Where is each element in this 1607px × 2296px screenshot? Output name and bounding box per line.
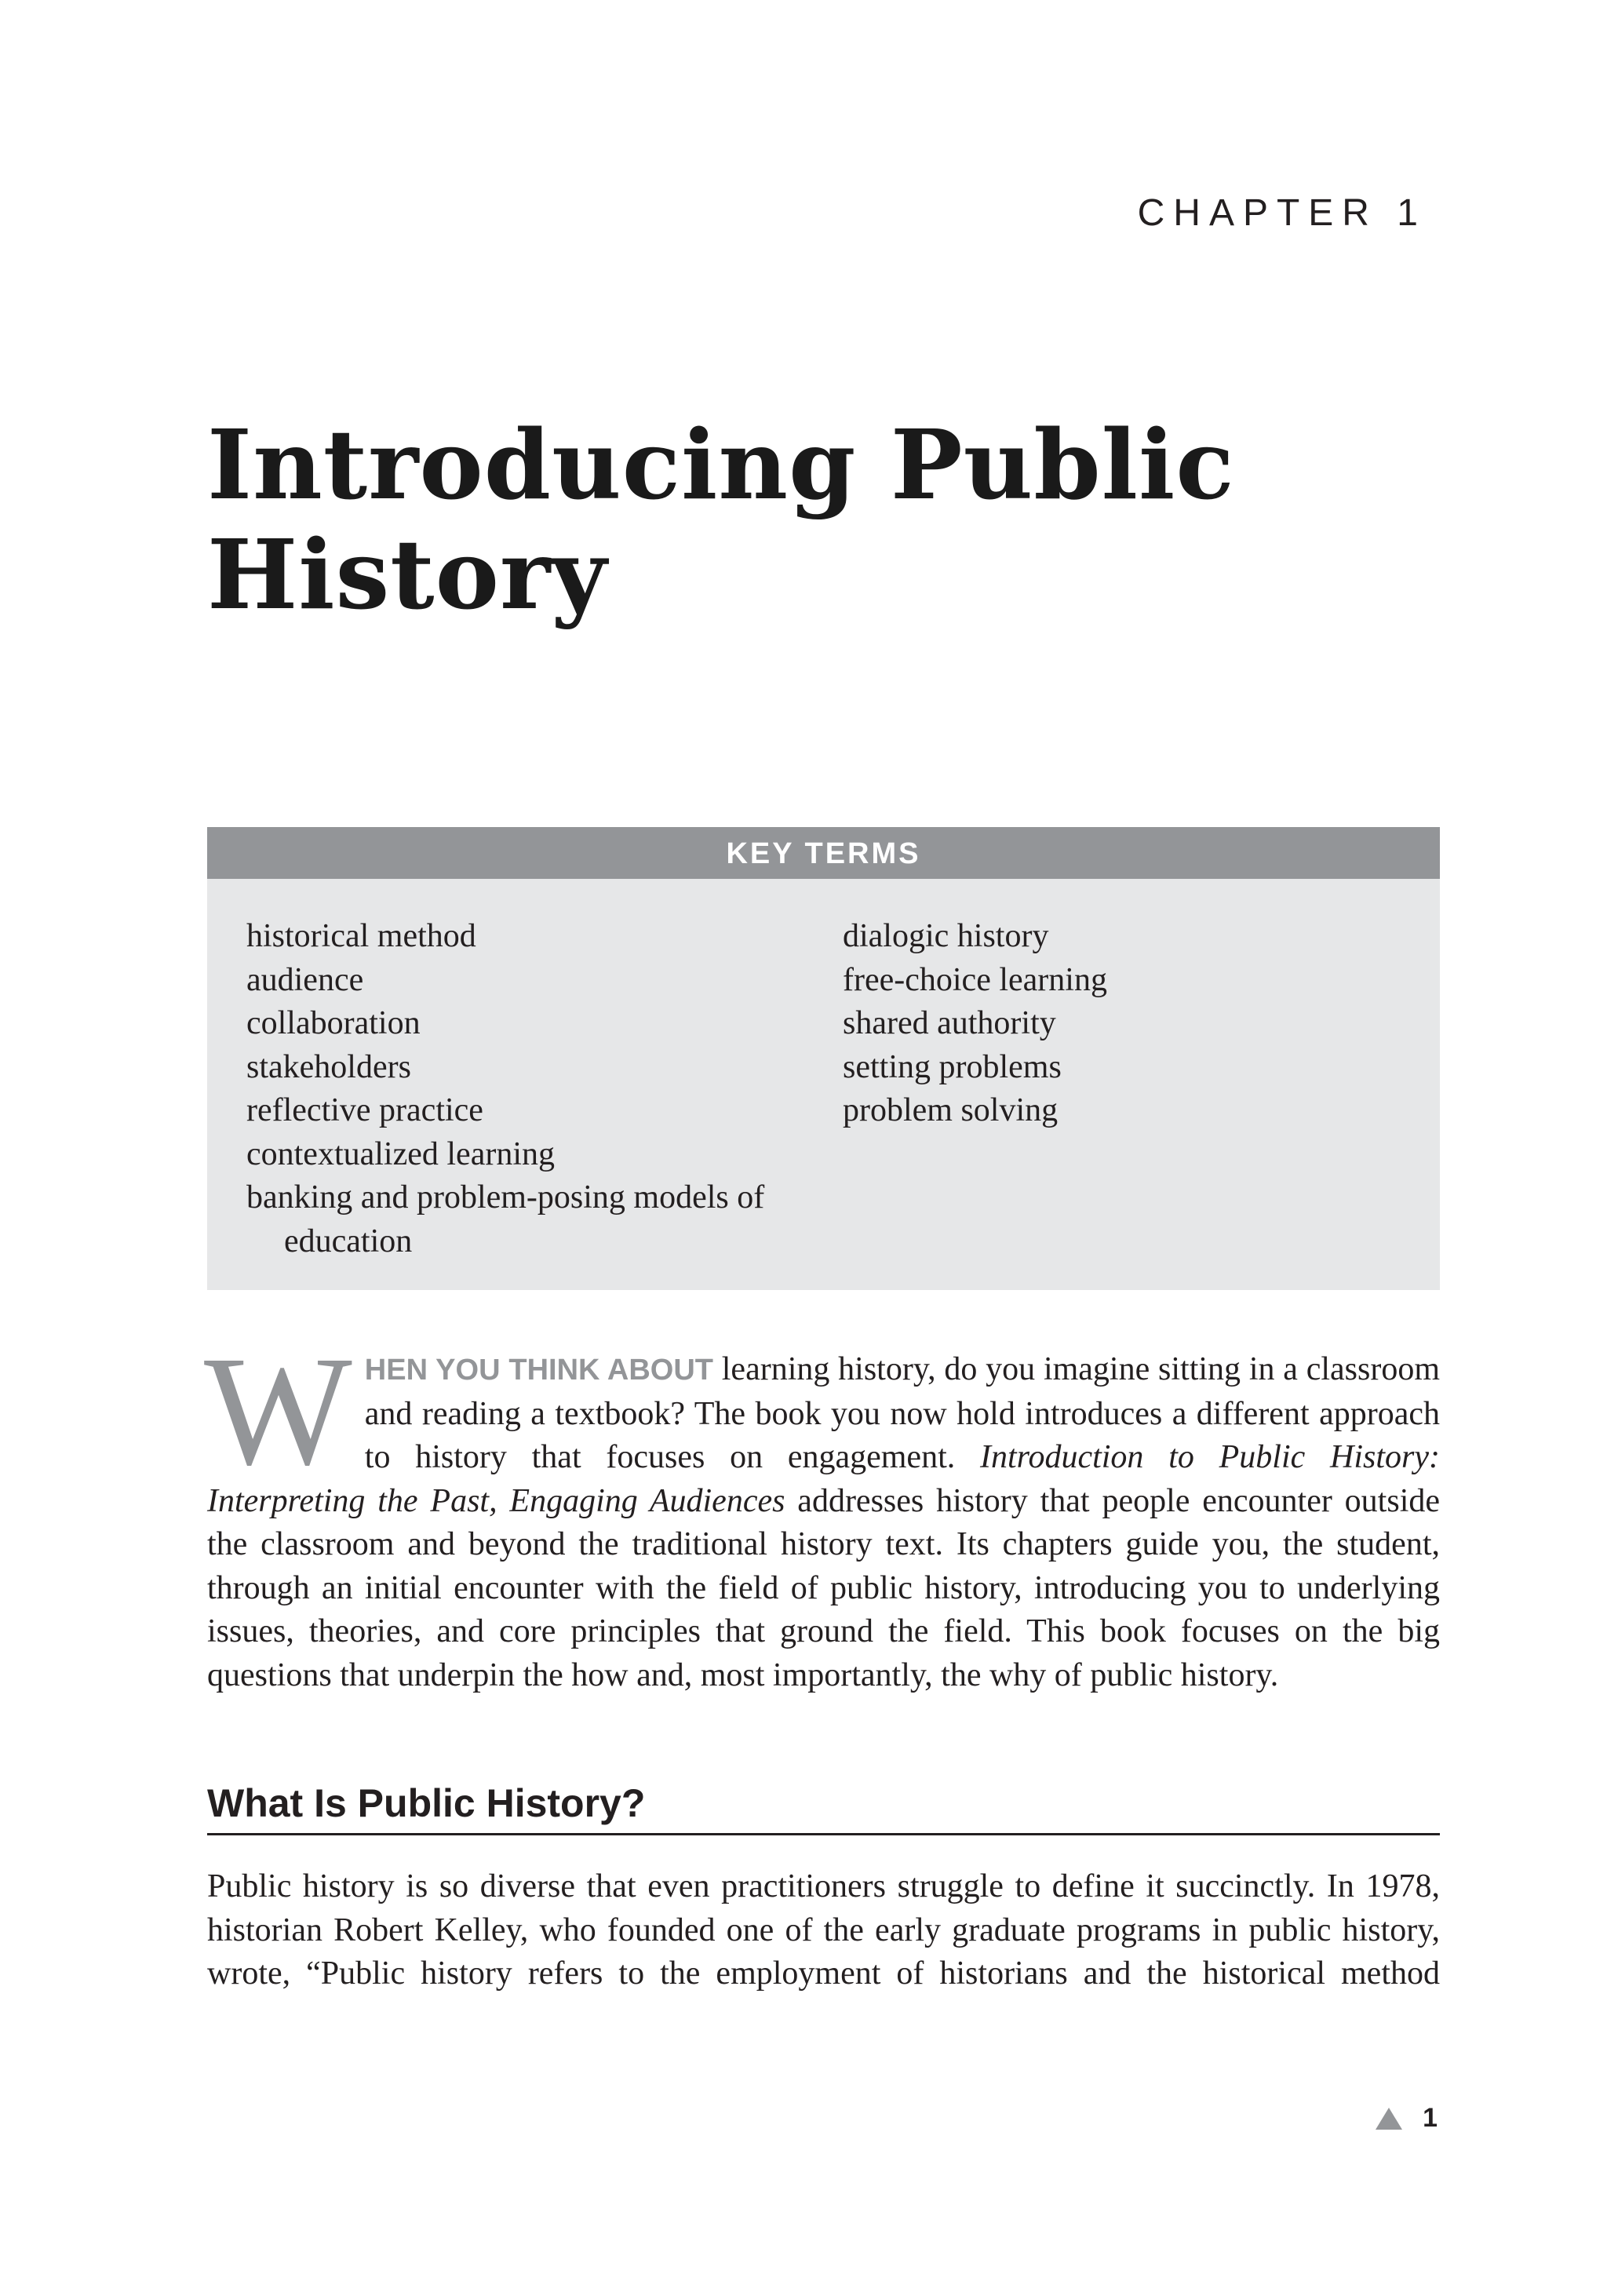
section-heading: What Is Public History? [207,1780,1440,1835]
section-paragraph: Public history is so diverse that even practitioners struggle to define it succinctly. In 1978, historian Robert Kelley, who founded one of the early graduate programs in public history, wrote, “Public history refers to the employment of historians and the historical method [207,1868,1440,1992]
key-terms-header: KEY TERMS [207,827,1440,879]
key-term: dialogic history [843,918,1049,954]
page-footer [1376,2103,1438,2134]
key-terms-box [207,827,1440,1290]
key-term: banking and problem-posing models of [246,1179,765,1215]
key-term: free-choice learning [843,961,1107,998]
key-term: reflective practice [246,1092,483,1128]
key-term: setting problems [843,1048,1062,1085]
intro-text-part-2: addresses history that people encounter outside the classroom and beyond the traditional history text. Its chapters guide you, the student, through an initial encounter with the field of public history, introducing you to underlying issues, theories, and core principles that ground the field. This book focuses on the big questions that underpin the how and, most importantly, the why of public history. [207,1482,1441,1693]
key-term: shared authority [843,1005,1056,1041]
chapter-title: Introducing Public History [207,408,1235,631]
key-terms-left-column [246,915,819,1263]
drop-cap: W [204,1325,352,1498]
key-term: collaboration [246,1005,421,1041]
key-term: historical method [246,918,476,954]
key-terms-right-column [843,915,1392,1133]
lead-in: HEN YOU THINK ABOUT [364,1354,713,1387]
intro-text [207,1348,1440,1697]
key-term-continuation: education [284,1223,413,1259]
key-term: audience [246,961,364,998]
intro-text-part-1: learning history, do you imagine sitting in a classroom and reading a textbook? The book you now hold introduces a different approach to history that focuses on engagement. [364,1351,1440,1475]
triangle-icon [1376,2108,1402,2130]
page-number: 1 [1423,2103,1438,2133]
chapter-label: CHAPTER 1 [1137,192,1427,234]
key-term: problem solving [843,1092,1059,1128]
book-title: Introduction to Public History: Interpreting the Past, Engaging Audiences [207,1439,1440,1519]
intro-paragraph [204,1325,1441,1697]
key-term: contextualized learning [246,1135,555,1172]
key-term: stakeholders [246,1048,411,1085]
